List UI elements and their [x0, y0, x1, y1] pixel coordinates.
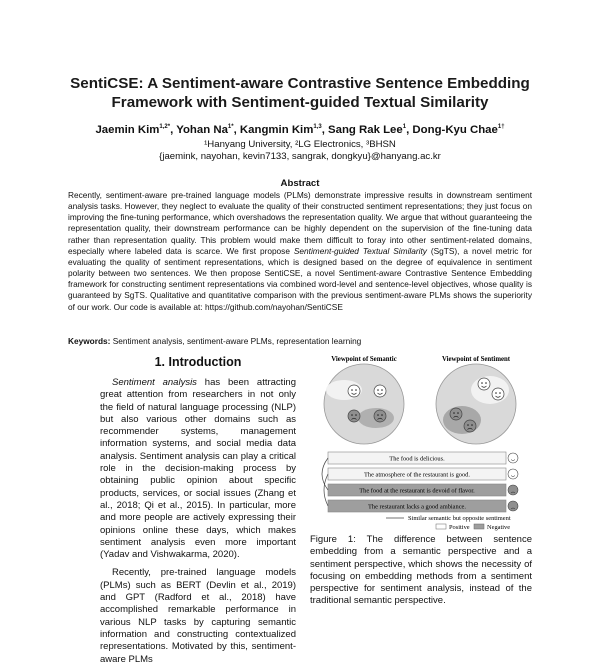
- affiliations: [0, 139, 600, 163]
- face-icon: [348, 385, 360, 397]
- email-line: {jaemink, nayohan, kevin7133, sangrak, dongkyu}@hanyang.ac.kr: [159, 151, 441, 162]
- face-icon: [508, 501, 518, 511]
- author: Dong-Kyu Chae$^{1\dagger}$: [412, 124, 505, 136]
- face-icon: [450, 408, 462, 420]
- sentence-row: [328, 468, 518, 480]
- svg-text:The restaurant lacks a good am: The restaurant lacks a good ambiance.: [368, 503, 466, 511]
- blob: [443, 406, 481, 434]
- figure-1: [308, 352, 534, 532]
- affiliation-line: ¹Hanyang University, ²LG Electronics, ³BHSN: [204, 139, 396, 150]
- title-line-1: SentiCSE: A Sentiment-aware Contrastive Sentence Embedding: [70, 75, 530, 92]
- face-icon: [464, 420, 476, 432]
- legend-arrow-label: Similar semantic but opposite sentiment: [408, 515, 511, 522]
- abstract-heading: Abstract: [280, 178, 320, 189]
- svg-text:The food at the restaurant is: The food at the restaurant is devoid of flavor.: [359, 487, 475, 495]
- sentence-row: [328, 500, 518, 512]
- title-line-2: Framework with Sentiment-guided Textual Similarity: [111, 94, 489, 111]
- author: Sang Rak Lee$^1$: [328, 124, 407, 136]
- sentence-row: [328, 452, 518, 464]
- label-sentiment: Viewpoint of Sentiment: [441, 356, 511, 363]
- sentence-row: [328, 484, 518, 496]
- author: Yohan $Na^{1*}$: [176, 124, 234, 136]
- legend-negative-label: Negative: [487, 524, 511, 531]
- legend-positive-swatch: [436, 524, 446, 529]
- face-icon: [508, 453, 518, 463]
- intro-paragraph: Recently, pre-trained language models (PLMs) such as BERT (Devlin et al., 2019) and GPT (Radford et al., 2018) have accomplished remarkable performance in various NLP tasks by capturing semantic information and constructing contextualized representations. Motivated by this, sentiment-aware PLMs: [100, 567, 296, 665]
- intro-paragraph: Sentiment analysis has been attracting great attention from researchers in not only the field of natural language processing (NLP) but also various other domains such as recommender systems, management information systems, and social media data analysis. Sentiment analysis can play a critical role in the decision-making process by obtaining public opinion about specific products, services, or social issues (Zhang et al., 2018; Qi et al., 2015). In particular, more and more people are actively expressing their opinions online these days, which makes sentiment analysis even more important (Yadav and Vishwakarma, 2020).: [100, 377, 296, 561]
- face-icon: [508, 485, 518, 495]
- svg-text:The atmosphere of the restaura: The atmosphere of the restaurant is good.: [364, 471, 470, 479]
- arrow: [322, 458, 328, 490]
- face-icon: [348, 410, 360, 422]
- intro-text: [100, 377, 296, 666]
- semantic-circle: [324, 364, 404, 444]
- face-icon: [478, 378, 490, 390]
- author: Kangmin Kim$^{1,3}$: [239, 124, 322, 136]
- legend-negative-swatch: [474, 524, 484, 529]
- figure-caption: Figure 1: The difference between sentence embedding from a semantic perspective and a sentiment perspective, which shows the necessity of focusing on embedding methods from a sentiment perspective for sentiment analysis, instead of the traditional semantic perspective.: [310, 534, 532, 607]
- arrow: [324, 474, 328, 506]
- face-icon: [374, 385, 386, 397]
- legend-positive-label: Positive: [449, 524, 470, 531]
- face-icon: [374, 410, 386, 422]
- abstract-text: Recently, sentiment-aware pre-trained language models (PLMs) demonstrate impressive results in downstream sentiment analysis tasks. However, they neglect to evaluate the quality of their constructed sentiment representations; they just focus on improving the fine-tuning performance, which overshadows the representation quality. We argue that without guaranteeing the representation quality, their downstream performance can be highly dependent on the supervision of the fine-tuning data rather than representation quality. This problem would make them difficult to foray into other sentiment-related domains, especially where labeled data is scarce. We first propose Sentiment-guided Textual Similarity (SgTS), a novel metric for evaluating the quality of sentiment representations, which is designed based on the degree of equivalence in sentiment polarity between two sentences. We then propose SentiCSE, a novel Sentiment-aware Contrastive Sentence Embedding framework for constructing sentiment representations via combined word-level and sentence-level objectives, whose quality is guaranteed by SgTS. Qualitative and quantitative comparison with the previous sentiment-aware PLMs shows the superiority of our work. Our code is available at: https://github.com/nayohan/SentiCSE: [68, 190, 532, 312]
- face-icon: [492, 388, 504, 400]
- svg-text:The food is delicious.: The food is delicious.: [389, 455, 445, 463]
- keywords: Keywords: Sentiment analysis, sentiment-aware PLMs, representation learning: [68, 336, 362, 346]
- sentiment-circle: [436, 364, 516, 444]
- paper-title: [0, 74, 600, 112]
- section-title: 1. Introduction: [154, 355, 242, 369]
- author-list: Jaemin Kim$^{1,2*}$, Yohan $Na^{1*}$, Kangmin Kim$^{1,3}$, Sang Rak Lee$^1$, Dong-Kyu Chae$^{1\dagger}$: [95, 124, 505, 136]
- blob: [471, 376, 509, 404]
- author: Jaemin Kim$^{1,2*}$: [95, 124, 171, 136]
- face-icon: [508, 469, 518, 479]
- label-semantic: Viewpoint of Semantic: [331, 356, 397, 363]
